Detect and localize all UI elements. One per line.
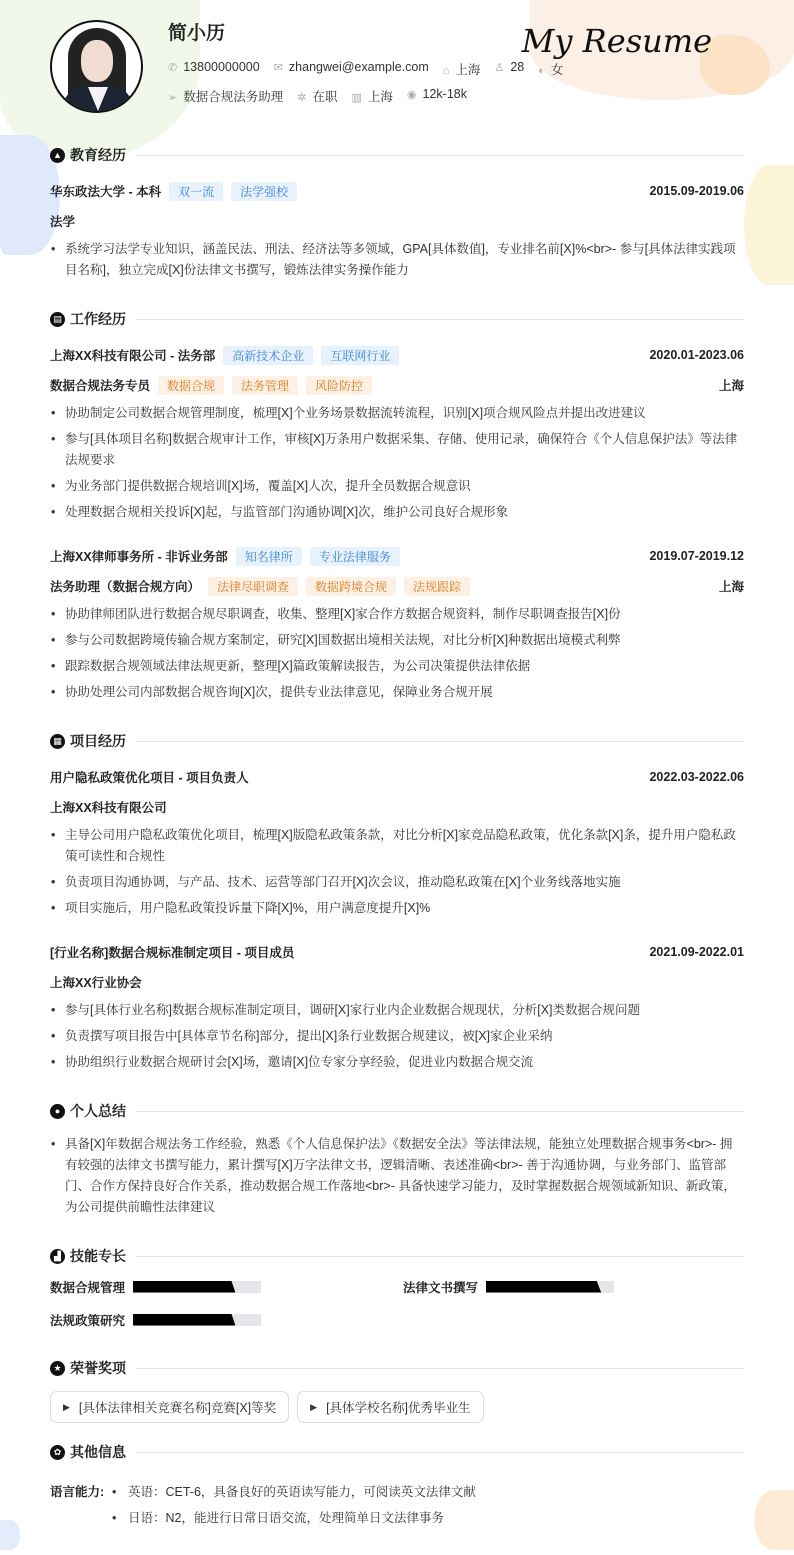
skill-name: 法规政策研究 <box>50 1313 126 1328</box>
tag: 双一流 <box>169 182 223 201</box>
phone-icon: ✆ <box>168 62 178 74</box>
date: 2022.03-2022.06 <box>649 770 744 784</box>
role-tag: 法律尽职调查 <box>208 577 298 596</box>
work-item-header <box>50 340 744 370</box>
gender-icon: ◐ <box>538 65 545 77</box>
send-icon: ➢ <box>168 92 178 104</box>
skill-bar <box>133 1314 261 1326</box>
section-work <box>50 304 744 334</box>
bullet: • 系统学习法学专业知识，涵盖民法、刑法、经济法等多领域，GPA[具体数值]，专业排名前[X]%<br>- 参与[具体法律实践项目名称]，独立完成[X]份法律文书撰写，锻炼法律实务操作能力 <box>50 239 744 281</box>
section-projects <box>50 726 744 756</box>
language-item: • 日语：N2，能进行日常日语交流，处理简单日文法律事务 <box>110 1505 476 1531</box>
my-resume-title: My Resume <box>521 22 712 60</box>
section-title: 教育经历 <box>70 147 126 163</box>
briefcase-icon: ▤ <box>50 312 65 327</box>
bullet: • 协助律师团队进行数据合规尽职调查，收集、整理[X]家合作方数据合规资料，制作尽职调查报告[X]份 <box>50 604 744 625</box>
work-item-header <box>50 541 744 571</box>
bullet: • 协助组织行业数据合规研讨会[X]场，邀请[X]位专家分享经验，促进业内数据合规交流 <box>50 1052 744 1073</box>
role-tag: 风险防控 <box>306 376 372 395</box>
bullet: • 项目实施后，用户隐私政策投诉量下降[X]%，用户满意度提升[X]% <box>50 898 744 919</box>
skill-name: 法律文书撰写 <box>403 1280 479 1295</box>
target-city: 上海 <box>367 90 393 104</box>
bullet: • 主导公司用户隐私政策优化项目，梳理[X]版隐私政策条款，对比分析[X]家竞品隐私政策，优化条款[X]条，提升用户隐私政策可读性和合规性 <box>50 825 744 867</box>
age: 28 <box>510 60 525 74</box>
tag: 高新技术企业 <box>223 346 313 365</box>
city: 上海 <box>718 379 744 393</box>
candidate-name: 简小历 <box>168 23 226 44</box>
section-title: 个人总结 <box>70 1103 126 1119</box>
city: 上海 <box>718 580 744 594</box>
divider <box>136 1368 744 1369</box>
bullet: • 协助处理公司内部数据合规咨询[X]次，提供专业法律意见，保障业务合规开展 <box>50 682 744 703</box>
status-icon: ✲ <box>297 92 307 104</box>
skill-bar-fill <box>133 1281 235 1293</box>
info-icon: ✿ <box>50 1445 65 1460</box>
divider <box>136 741 744 742</box>
section-title: 技能专长 <box>70 1248 126 1264</box>
section-title: 荣誉奖项 <box>70 1360 126 1376</box>
gender: 女 <box>550 63 564 77</box>
email: zhangwei@example.com <box>288 60 429 74</box>
award-item <box>297 1391 483 1423</box>
school-name: 华东政法大学 - 本科 <box>50 185 162 199</box>
resume-header <box>50 0 744 140</box>
chart-icon: ▟ <box>50 1249 65 1264</box>
award-icon: ★ <box>50 1361 65 1376</box>
tag: 法学强校 <box>231 182 297 201</box>
skill-bar <box>486 1281 614 1293</box>
salary-icon: ◉ <box>406 89 417 101</box>
tag: 知名律所 <box>236 547 302 566</box>
target-position: 数据合规法务助理 <box>183 90 284 104</box>
home-icon: ⌂ <box>442 65 450 77</box>
divider <box>136 1452 744 1453</box>
expected-salary: 12k-18k <box>422 87 467 101</box>
location: 上海 <box>455 63 481 77</box>
bullet: • 参与[具体项目名称]数据合规审计工作，审核[X]万条用户数据采集、存储、使用记录，确保符合《个人信息保护法》等法律法规要求 <box>50 429 744 471</box>
company: 上海XX科技有限公司 - 法务部 <box>50 349 216 363</box>
grid-icon: ▦ <box>50 734 65 749</box>
bullet: • 具备[X]年数据合规法务工作经验，熟悉《个人信息保护法》《数据安全法》等法律法规，能独立处理数据合规事务<br>- 拥有较强的法律文书撰写能力，累计撰写[X]万字法律文书，逻辑清晰、表述准确<br>- 善于沟通协调，与业务部门、监管部门、合作方保持良好合作关系，推动数据合规工作落地<br>- 具备快速学习能力，及时掌握数据合规领域新知识、新政策，为公司提供前瞻性法律建议 <box>50 1134 744 1218</box>
bullet: • 为业务部门提供数据合规培训[X]场，覆盖[X]人次，提升全员数据合规意识 <box>50 476 744 497</box>
bullet: • 参与公司数据跨境传输合规方案制定，研究[X]国数据出境相关法规，对比分析[X]种数据出境模式利弊 <box>50 630 744 651</box>
role: 法务助理（数据合规方向） <box>50 580 201 594</box>
date: 2019.07-2019.12 <box>649 549 744 563</box>
section-title: 工作经历 <box>70 311 126 327</box>
divider <box>136 1111 744 1112</box>
section-title: 项目经历 <box>70 733 126 749</box>
age-icon: ♙ <box>494 62 505 74</box>
divider <box>136 319 744 320</box>
skill-bar-fill <box>486 1281 601 1293</box>
job-intent <box>168 87 467 105</box>
role: 数据合规法务专员 <box>50 379 151 393</box>
section-honors <box>50 1353 744 1383</box>
bullet: • 协助制定公司数据合规管理制度，梳理[X]个业务场景数据流转流程，识别[X]项合规风险点并提出改进建议 <box>50 403 744 424</box>
project-name: 用户隐私政策优化项目 - 项目负责人 <box>50 771 249 785</box>
triangle-icon: ▶ <box>63 1401 70 1412</box>
skill-bar <box>133 1281 261 1293</box>
section-title: 其他信息 <box>70 1444 126 1460</box>
award-text: [具体法律相关竞赛名称]竞赛[X]等奖 <box>78 1401 277 1415</box>
bullet: • 处理数据合规相关投诉[X]起，与监管部门沟通协调[X]次，维护公司良好合规形象 <box>50 502 744 523</box>
role-tag: 法务管理 <box>232 376 298 395</box>
role-tag: 法规跟踪 <box>404 577 470 596</box>
project-org: 上海XX行业协会 <box>50 976 142 990</box>
company: 上海XX律师事务所 - 非诉业务部 <box>50 550 228 564</box>
avatar <box>50 20 143 113</box>
user-icon: ● <box>50 1104 65 1119</box>
job-status: 在职 <box>312 90 338 104</box>
skill-name: 数据合规管理 <box>50 1280 126 1295</box>
bullet: • 负责撰写项目报告中[具体章节名称]部分，提出[X]条行业数据合规建议，被[X]家企业采纳 <box>50 1026 744 1047</box>
major: 法学 <box>50 215 76 229</box>
skill-item <box>50 1277 403 1296</box>
skill-bar-fill <box>133 1314 235 1326</box>
divider <box>136 1256 744 1257</box>
project-org: 上海XX科技有限公司 <box>50 801 167 815</box>
bullet: • 跟踪数据合规领域法律法规更新，整理[X]篇政策解读报告，为公司决策提供法律依据 <box>50 656 744 677</box>
skill-item <box>50 1310 403 1329</box>
role-tag: 数据跨境合规 <box>306 577 396 596</box>
award-item <box>50 1391 289 1423</box>
role-tag: 数据合规 <box>158 376 224 395</box>
building-icon: ▥ <box>351 92 362 104</box>
date: 2021.09-2022.01 <box>649 945 744 959</box>
bullet: • 参与[具体行业名称]数据合规标准制定项目，调研[X]家行业内企业数据合规现状，分析[X]类数据合规问题 <box>50 1000 744 1021</box>
language-item: • 英语：CET-6，具备良好的英语读写能力，可阅读英文法律文献 <box>110 1479 476 1505</box>
triangle-icon: ▶ <box>310 1401 318 1412</box>
section-summary <box>50 1096 744 1126</box>
section-education <box>50 140 744 170</box>
language-label: 语言能力: <box>50 1485 105 1499</box>
date: 2015.09-2019.06 <box>649 184 744 198</box>
graduation-cap-icon: ▲ <box>50 148 65 163</box>
phone: 13800000000 <box>183 60 260 74</box>
skill-item <box>403 1277 703 1296</box>
project-name: [行业名称]数据合规标准制定项目 - 项目成员 <box>50 946 295 960</box>
section-skills <box>50 1241 744 1271</box>
tag: 互联网行业 <box>321 346 399 365</box>
divider <box>136 155 744 156</box>
mail-icon: ✉ <box>273 62 283 74</box>
bullet: • 负责项目沟通协调，与产品、技术、运营等部门召开[X]次会议，推动隐私政策在[X]个业务线落地实施 <box>50 872 744 893</box>
date: 2020.01-2023.06 <box>649 348 744 362</box>
tag: 专业法律服务 <box>310 547 400 566</box>
contact-info <box>168 60 563 78</box>
award-text: [具体学校名称]优秀毕业生 <box>326 1401 471 1415</box>
section-other <box>50 1437 744 1467</box>
